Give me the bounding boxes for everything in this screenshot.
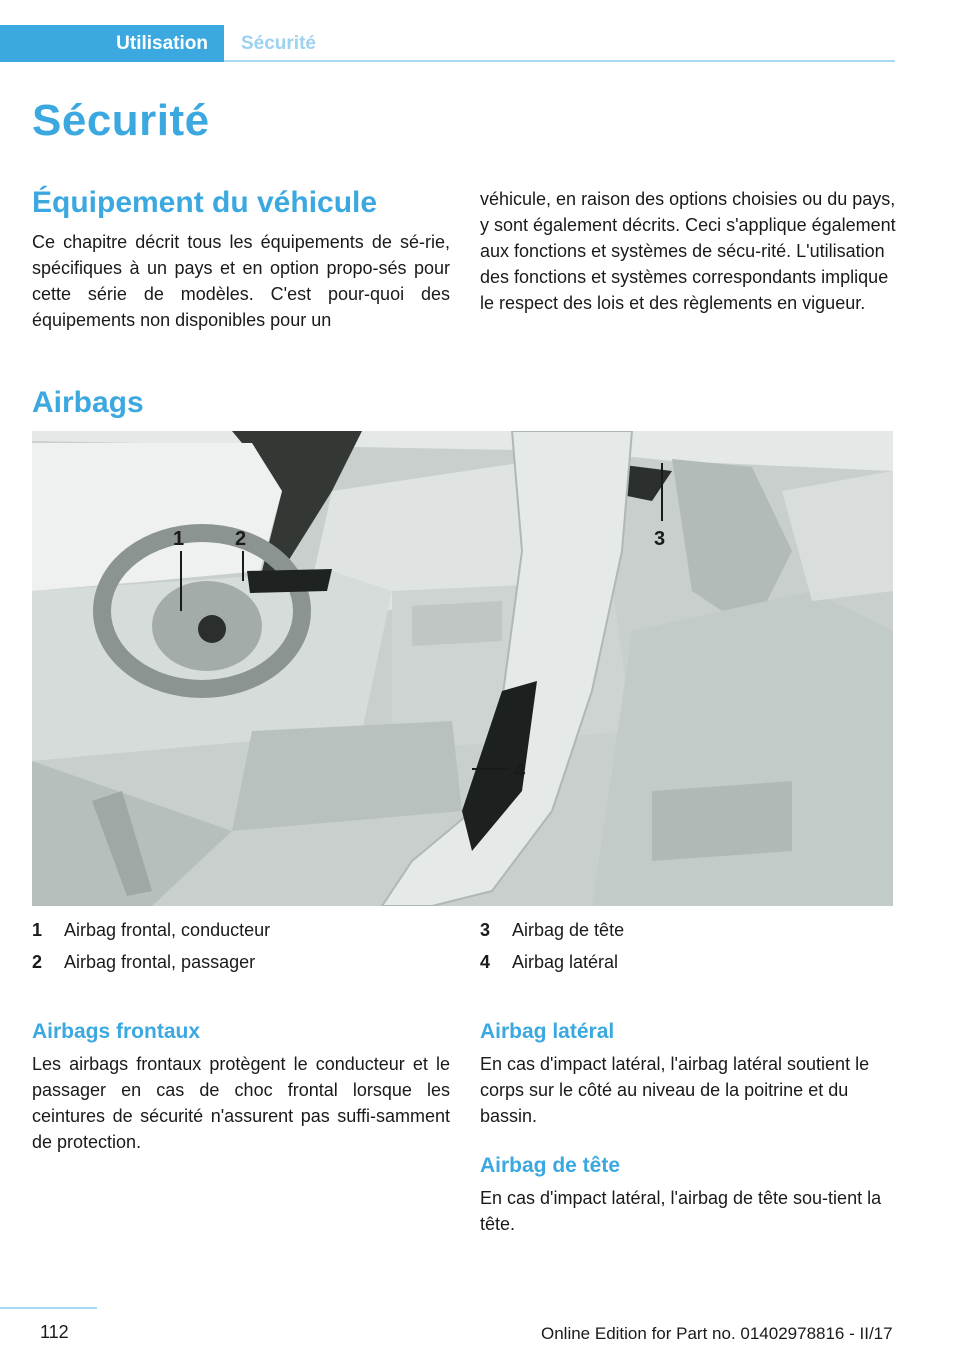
subheading-airbag-lateral: Airbag latéral	[480, 1020, 615, 1043]
legend-label: Airbag latéral	[512, 952, 619, 972]
callout-2: 2	[235, 528, 247, 550]
legend-item	[480, 914, 624, 946]
subheading-airbags-frontaux: Airbags frontaux	[32, 1020, 201, 1043]
airbag-tete-text: En cas d'impact latéral, l'airbag de tête sou‐tient la tête.	[480, 1188, 882, 1234]
edition-note: Online Edition for Part no. 01402978816 - II/17	[541, 1324, 893, 1343]
car-interior-illustration	[32, 431, 893, 906]
tab-securite: Sécurité	[241, 33, 316, 54]
callout-3: 3	[654, 528, 666, 550]
airbag-figure	[32, 431, 893, 906]
callout-1: 1	[173, 528, 185, 550]
page-number: 112	[40, 1322, 69, 1342]
legend-number: 1	[32, 920, 43, 940]
legend-number: 4	[480, 952, 491, 972]
figure-legend-right	[480, 914, 624, 978]
page-title: Sécurité	[32, 96, 210, 145]
airbags-frontaux-text: Les airbags frontaux protègent le conducteur et le passager en cas de choc frontal lorsque les ceintures de sécurité n'assurent pas suffi‐samment de protection.	[32, 1054, 450, 1152]
legend-number: 3	[480, 920, 491, 940]
legend-item	[32, 946, 270, 978]
tab-utilisation-label: Utilisation	[116, 32, 208, 54]
callout-4: 4	[514, 760, 526, 782]
legend-item	[480, 946, 624, 978]
tab-divider-line	[224, 60, 895, 62]
legend-number: 2	[32, 952, 43, 972]
figure-legend-left	[32, 914, 270, 978]
tab-utilisation	[0, 25, 224, 62]
legend-label: Airbag frontal, conducteur	[64, 920, 271, 940]
legend-label: Airbag frontal, passager	[64, 952, 256, 972]
footer-divider	[0, 1307, 97, 1309]
subheading-airbag-tete: Airbag de tête	[480, 1154, 621, 1177]
airbag-lateral-text: En cas d'impact latéral, l'airbag latéral soutient le corps sur le côté au niveau de la poitrine et du bassin.	[480, 1054, 870, 1126]
equipment-paragraph-left: Ce chapitre décrit tous les équipements de sé‐rie, spécifiques à un pays et en option propo‐sés pour cette série de modèles. C'est pour‐quoi des équipements non disponibles pour un	[32, 232, 450, 330]
equipment-paragraph-right: véhicule, en raison des options choisies ou du pays, y sont également décrits. Ceci s'applique également aux fonctions et systèmes de sécu‐rité. L'utilisation des fonctions et systèmes correspondants implique le respect des lois et des règlements en vigueur.	[480, 189, 896, 313]
section-heading-airbags: Airbags	[32, 386, 144, 419]
section-heading-equipment: Équipement du véhicule	[32, 186, 378, 219]
chapter-tabs	[0, 25, 895, 62]
legend-item	[32, 914, 270, 946]
legend-label: Airbag de tête	[512, 920, 625, 940]
